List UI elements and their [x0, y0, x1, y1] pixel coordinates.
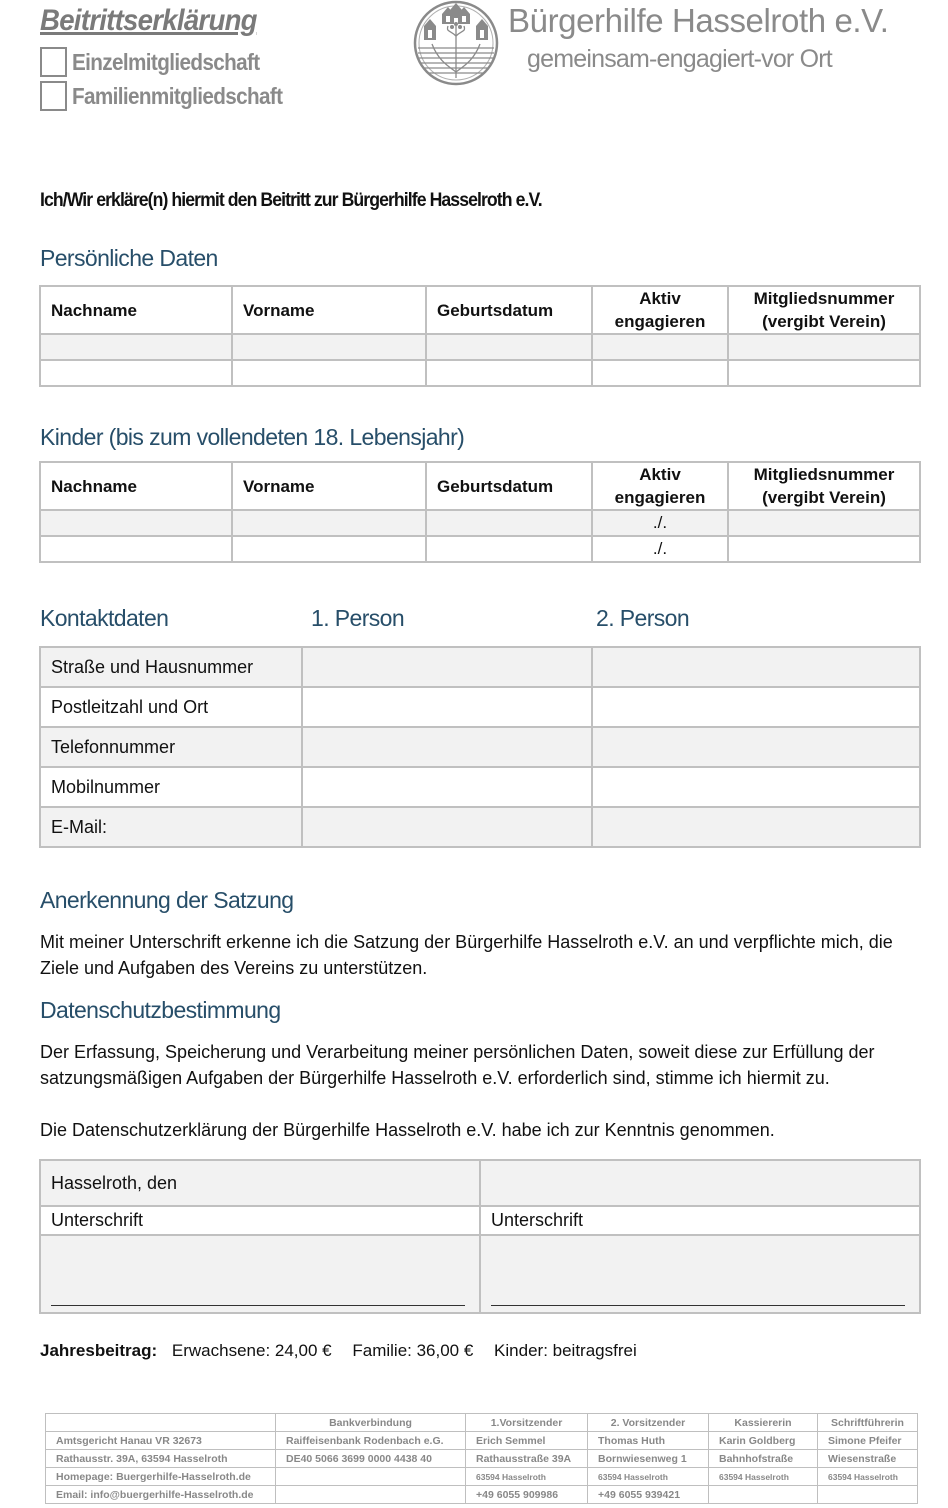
footer-cell: +49 6055 939421 [588, 1486, 709, 1504]
footer-cell: 63594 Hasselroth [466, 1468, 588, 1486]
footer-homepage-link[interactable]: Homepage: Buergerhilfe-Hasselroth.de [46, 1468, 276, 1486]
row-label: Straße und Hausnummer [40, 647, 302, 687]
signature-line [51, 1305, 465, 1306]
footer-row [46, 1432, 918, 1450]
footer-cell: +49 6055 909986 [466, 1486, 588, 1504]
column-header: Mitgliedsnummer (vergibt Verein) [728, 462, 920, 510]
footer-header: Kassiererin [709, 1414, 818, 1432]
input-cell-person-1[interactable] [302, 807, 592, 847]
footer-header: 1.Vorsitzender [466, 1414, 588, 1432]
column-heading-person-1: 1. Person [311, 605, 405, 631]
footer-cell: 63594 Hasselroth [709, 1468, 818, 1486]
input-cell-geburtsdatum[interactable] [426, 334, 592, 360]
annual-fees [40, 1341, 653, 1361]
fee-children: Kinder: beitragsfrei [494, 1341, 637, 1360]
footer-cell: Thomas Huth [588, 1432, 709, 1450]
input-cell-aktiv[interactable] [592, 334, 728, 360]
column-header: Aktiv engagieren [592, 286, 728, 334]
input-cell-nachname[interactable] [40, 360, 232, 386]
column-header: Geburtsdatum [426, 286, 592, 334]
column-header: Geburtsdatum [426, 462, 592, 510]
table-header-row [40, 286, 920, 334]
checkbox-familienmitgliedschaft[interactable] [40, 81, 67, 111]
cell-aktiv-not-applicable: ./. [592, 510, 728, 536]
privacy-acknowledgement-text: Die Datenschutzerklärung der Bürgerhilfe Hasselroth e.V. habe ich zur Kenntnis genommen. [40, 1120, 775, 1140]
table-row [40, 334, 920, 360]
footer-row [46, 1468, 918, 1486]
table-row [40, 647, 920, 687]
input-cell-person-2[interactable] [592, 767, 920, 807]
footer-cell: Rathausstr. 39A, 63594 Hasselroth [46, 1450, 276, 1468]
input-cell-nachname[interactable] [40, 510, 232, 536]
checkbox-einzelmitgliedschaft[interactable] [40, 47, 67, 77]
cell-mitgliedsnummer [728, 510, 920, 536]
column-header: Mitgliedsnummer (vergibt Verein) [728, 286, 920, 334]
input-cell-person-1[interactable] [302, 687, 592, 727]
footer-cell: Erich Semmel [466, 1432, 588, 1450]
table-row [40, 536, 920, 562]
organization-name: Bürgerhilfe Hasselroth e.V. [508, 2, 889, 39]
children-table [39, 461, 921, 563]
table-row [40, 767, 920, 807]
footer-cell [818, 1486, 918, 1504]
column-header: Nachname [40, 462, 232, 510]
input-cell-person-2[interactable] [592, 807, 920, 847]
input-cell-person-1[interactable] [302, 727, 592, 767]
table-row [40, 807, 920, 847]
input-cell-geburtsdatum[interactable] [426, 510, 592, 536]
input-cell-geburtsdatum[interactable] [426, 536, 592, 562]
table-row [40, 1206, 920, 1235]
option-einzelmitgliedschaft[interactable] [40, 46, 280, 78]
column-header: Nachname [40, 286, 232, 334]
contact-table [39, 646, 921, 848]
section-heading-privacy: Datenschutzbestimmung [40, 997, 281, 1023]
input-cell-person-2[interactable] [592, 727, 920, 767]
table-row [40, 510, 920, 536]
cell-aktiv-not-applicable: ./. [592, 536, 728, 562]
input-cell-vorname[interactable] [232, 510, 426, 536]
table-row [40, 1235, 920, 1313]
footer-cell: 63594 Hasselroth [818, 1468, 918, 1486]
input-cell-vorname[interactable] [232, 360, 426, 386]
column-header: Vorname [232, 462, 426, 510]
footer-header [46, 1414, 276, 1432]
footer-cell [276, 1486, 466, 1504]
footer-header: Schriftführerin [818, 1414, 918, 1432]
footer-row [46, 1486, 918, 1504]
table-row [40, 360, 920, 386]
cell-mitgliedsnummer [728, 334, 920, 360]
footer-cell: Karin Goldberg [709, 1432, 818, 1450]
row-label: Mobilnummer [40, 767, 302, 807]
intro-statement: Ich/Wir erkläre(n) hiermit den Beitritt zur Bürgerhilfe Hasselroth e.V. [40, 190, 542, 211]
footer-cell: Amtsgericht Hanau VR 32673 [46, 1432, 276, 1450]
signature-table [39, 1159, 921, 1314]
place-date-label: Hasselroth, den [40, 1160, 480, 1206]
column-header: Aktiv engagieren [592, 462, 728, 510]
signature-line [491, 1305, 905, 1306]
input-cell-person-1[interactable] [302, 647, 592, 687]
column-header: Vorname [232, 286, 426, 334]
input-cell-aktiv[interactable] [592, 360, 728, 386]
row-label: Postleitzahl und Ort [40, 687, 302, 727]
input-cell-nachname[interactable] [40, 536, 232, 562]
input-cell-vorname[interactable] [232, 536, 426, 562]
fee-adults: Erwachsene: 24,00 € [171, 1341, 332, 1360]
footer-email-link[interactable]: Email: info@buergerhilfe-Hasselroth.de [46, 1486, 276, 1504]
footer-cell: Bornwiesenweg 1 [588, 1450, 709, 1468]
input-cell-vorname[interactable] [232, 334, 426, 360]
input-cell-person-1[interactable] [302, 767, 592, 807]
footer-cell: Raiffeisenbank Rodenbach e.G. [276, 1432, 466, 1450]
section-heading-contact: Kontaktdaten [40, 605, 169, 631]
footer-cell: Bahnhofstraße [709, 1450, 818, 1468]
option-label: Einzelmitgliedschaft [72, 48, 260, 75]
input-cell-person-2[interactable] [592, 647, 920, 687]
cell-mitgliedsnummer [728, 536, 920, 562]
footer-header: Bankverbindung [276, 1414, 466, 1432]
row-label: Telefonnummer [40, 727, 302, 767]
footer-cell [709, 1486, 818, 1504]
section-heading-statute: Anerkennung der Satzung [40, 887, 294, 913]
organization-slogan: gemeinsam-engagiert-vor Ort [527, 45, 832, 73]
footer-cell: DE40 5066 3699 0000 4438 40 [276, 1450, 466, 1468]
table-row [40, 687, 920, 727]
privacy-text: Der Erfassung, Speicherung und Verarbeitung meiner persönlichen Daten, soweit diese zur Erfüllung der satzungsmäßigen Aufgaben der Bürgerhilfe Hasselroth e.V. erforderlich sind, stimme ich hiermit zu. [40, 1042, 875, 1088]
signature-label-2: Unterschrift [480, 1206, 920, 1235]
footer-cell: Simone Pfeifer [818, 1432, 918, 1450]
footer-cell: 63594 Hasselroth [588, 1468, 709, 1486]
footer-header-row [46, 1414, 918, 1432]
signature-label-1: Unterschrift [40, 1206, 480, 1235]
footer-header: 2. Vorsitzender [588, 1414, 709, 1432]
footer-row [46, 1450, 918, 1468]
personal-data-table [39, 285, 921, 387]
section-heading-personal-data: Persönliche Daten [40, 245, 218, 271]
column-heading-person-2: 2. Person [596, 605, 690, 631]
signature-field-1[interactable] [40, 1235, 480, 1313]
signature-field-2[interactable] [480, 1235, 920, 1313]
footer-info-table [45, 1413, 918, 1504]
organization-logo-icon [412, 0, 500, 86]
table-row [40, 1160, 920, 1206]
place-date-input[interactable] [480, 1160, 920, 1206]
footer-cell: Wiesenstraße [818, 1450, 918, 1468]
table-row [40, 727, 920, 767]
section-heading-children: Kinder (bis zum vollendeten 18. Lebensjahr) [40, 424, 465, 450]
table-header-row [40, 462, 920, 510]
input-cell-nachname[interactable] [40, 334, 232, 360]
footer-cell [276, 1468, 466, 1486]
fee-family: Familie: 36,00 € [352, 1341, 474, 1360]
cell-mitgliedsnummer [728, 360, 920, 386]
option-familienmitgliedschaft[interactable] [40, 80, 306, 112]
input-cell-person-2[interactable] [592, 687, 920, 727]
row-label: E-Mail: [40, 807, 302, 847]
fees-label: Jahresbeitrag: [40, 1341, 158, 1360]
option-label: Familienmitgliedschaft [72, 82, 283, 109]
footer-cell: Rathausstraße 39A [466, 1450, 588, 1468]
document-title: Beitrittserklärung [40, 4, 257, 37]
input-cell-geburtsdatum[interactable] [426, 360, 592, 386]
statute-text: Mit meiner Unterschrift erkenne ich die Satzung der Bürgerhilfe Hasselroth e.V. an und verpflichte mich, die Ziele und Aufgaben des Vereins zu unterstützen. [40, 932, 893, 978]
